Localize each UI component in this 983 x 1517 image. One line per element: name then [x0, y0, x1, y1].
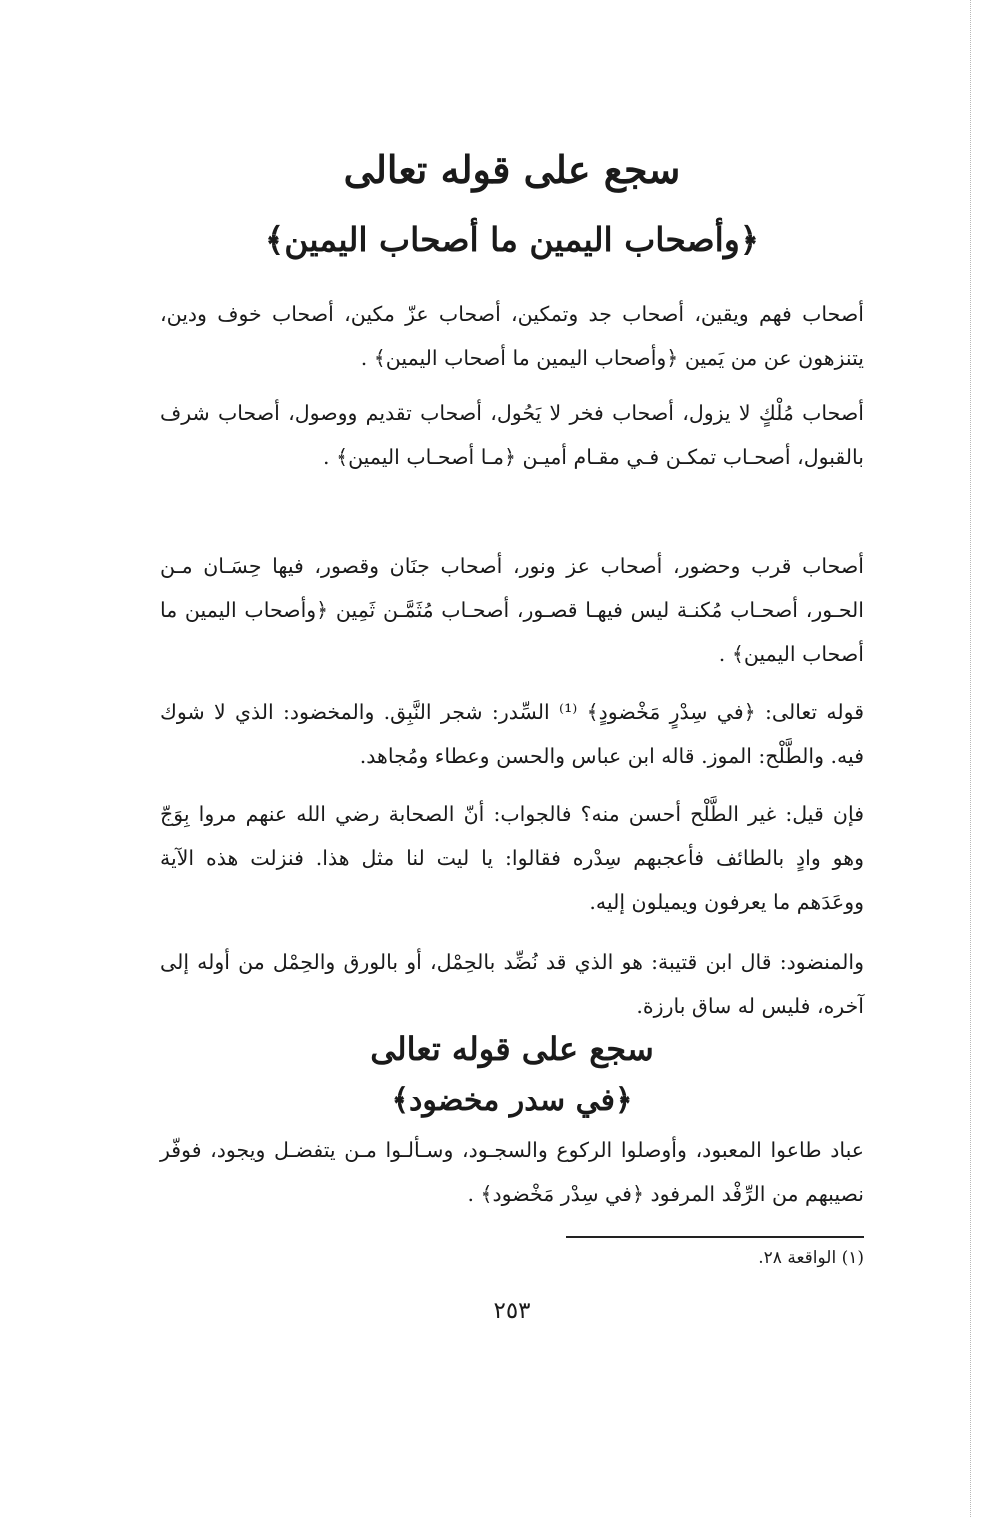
paragraph-6: والمنضود: قال ابن قتيبة: هو الذي قد نُضِّد بالحِمْل، أو بالورق والحِمْل من أوله إلى آخره، فليس له ساق بارزة.	[160, 950, 864, 1018]
scan-edge-line	[970, 0, 971, 1517]
paragraph-4: قوله تعالى: ﴿في سِدْرٍ مَخْضودٍ﴾ ⁽¹⁾ السِّدر: شجر النَّبِق. والمخضود: الذي لا شوك فيه. والطَّلْح: الموز. قاله ابن عباس والحسن وعطاء ومُجاهد.	[160, 700, 865, 768]
footnote-divider	[566, 1236, 864, 1238]
section-title-2: سجع على قوله تعالى	[370, 1030, 654, 1068]
section-title-1: سجع على قوله تعالى	[343, 147, 681, 192]
section-verse-2: ﴿في سدر مخضود﴾	[391, 1083, 633, 1118]
paragraph-5: فإن قيل: غير الطَّلْح أحسن منه؟ فالجواب: أنّ الصحابة رضي الله عنهم مروا بِوَجّ وهو وادٍ بالطائف فأعجبهم سِدْره فقالوا: يا ليت لنا مثل هذا. فنزلت هذه الآية ووعَدَهم ما يعرفون ويميلون إليه.	[160, 802, 864, 914]
paragraph-3: أصحاب قرب وحضور، أصحاب عز ونور، أصحاب جنَان وقصور، فيها حِسَـان مـن الحـور، أصحـاب مُكنـة ليس فيهـا قصـور، أصحـاب مُثَمَّـن ثَمِين ﴿وأصحاب اليمين ما أصحاب اليمين﴾ .	[160, 554, 864, 666]
paragraph-1: أصحاب فهم ويقين، أصحاب جد وتمكين، أصحاب عزّ مكين، أصحاب خوف ودين، يتنزهون عن من يَمين ﴿وأصحاب اليمين ما أصحاب اليمين﴾ .	[160, 302, 864, 370]
paragraph-2: أصحاب مُلْكٍ لا يزول، أصحاب فخر لا يَحُول، أصحاب تقديم ووصول، أصحاب شرف بالقبول، أصحـاب تمكـن فـي مقـام أميـن ﴿مـا أصحـاب اليمين﴾ .	[160, 401, 864, 469]
page-number: ٢٥٣	[493, 1298, 531, 1324]
paragraph-7: عباد طاعوا المعبود، وأوصلوا الركوع والسجـود، وسـألـوا مـن يتفضـل ويجود، فوفّر نصيبهم من الرِّفْد المرفود ﴿في سِدْر مَخْضود﴾ .	[160, 1138, 864, 1206]
section-verse-1: ﴿وأصحاب اليمين ما أصحاب اليمين﴾	[264, 220, 760, 259]
footnote: (١) الواقعة ٢٨.	[758, 1248, 864, 1268]
